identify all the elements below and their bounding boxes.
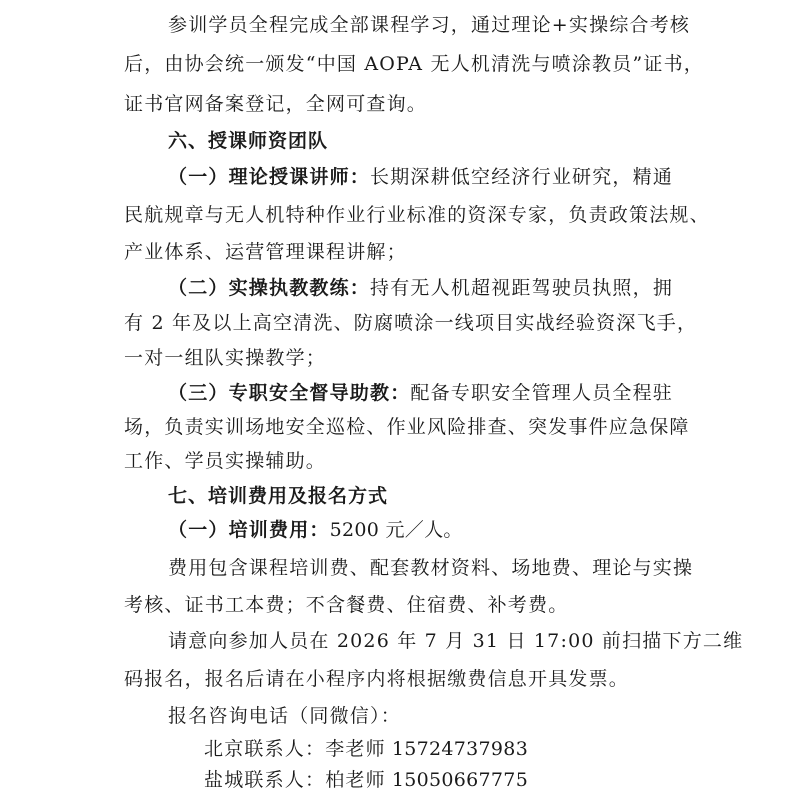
teacher-item-1-line-1	[168, 165, 673, 189]
contact-yancheng	[204, 768, 528, 792]
teacher-item-1-line-3: 产业体系、运营管理课程讲解；	[124, 241, 407, 263]
signup-line-2: 码报名，报名后请在小程序内将根据缴费信息开具发票。	[124, 668, 630, 690]
contact-yancheng-phone: 15050667775	[391, 769, 529, 791]
fee-value: 5200 元／人。	[329, 519, 463, 541]
contact-heading: 报名咨询电话（同微信）：	[168, 705, 401, 727]
teacher-item-1-text: 长期深耕低空经济行业研究，精通	[370, 166, 674, 188]
teacher-item-2-line-2: 有 2 年及以上高空清洗、防腐喷涂一线项目实战经验资深飞手，	[124, 312, 698, 334]
teacher-item-2-line-3: 一对一组队实操教学；	[124, 347, 327, 369]
fee-line	[168, 518, 463, 542]
teacher-item-2-line-1	[168, 276, 673, 300]
teacher-item-3-line-2: 场，负责实训场地安全巡检、作业风险排查、突发事件应急保障	[124, 416, 690, 438]
contact-beijing-phone: 15724737983	[391, 738, 529, 760]
teacher-item-3-label: （三）专职安全督导助教：	[168, 382, 411, 404]
teacher-item-3-line-3: 工作、学员实操辅助。	[124, 450, 327, 472]
contact-yancheng-name: 盐城联系人：柏老师	[204, 769, 386, 791]
teacher-item-3-text: 配备专职安全管理人员全程驻	[410, 382, 674, 404]
fee-desc-line-2: 考核、证书工本费；不含餐费、住宿费、补考费。	[124, 594, 569, 616]
teacher-item-3-line-1	[168, 381, 673, 405]
contact-beijing	[204, 737, 528, 761]
teacher-item-1-line-2: 民航规章与无人机特种作业行业标准的资深专家，负责政策法规、	[124, 204, 710, 226]
section-6-heading: 六、授课师资团队	[168, 130, 329, 152]
contact-beijing-name: 北京联系人：李老师	[204, 738, 386, 760]
teacher-item-2-label: （二）实操执教教练：	[168, 277, 371, 299]
teacher-item-2-text: 持有无人机超视距驾驶员执照，拥	[370, 277, 674, 299]
fee-label: （一）培训费用：	[168, 519, 330, 541]
intro-line-2: 后，由协会统一颁发“中国 AOPA 无人机清洗与喷涂教员”证书，	[124, 53, 704, 75]
intro-line-3: 证书官网备案登记，全网可查询。	[124, 93, 428, 115]
signup-line-1: 请意向参加人员在 2026 年 7 月 31 日 17:00 前扫描下方二维	[168, 630, 744, 652]
teacher-item-1-label: （一）理论授课讲师：	[168, 166, 371, 188]
fee-desc-line-1: 费用包含课程培训费、配套教材资料、场地费、理论与实操	[168, 557, 694, 579]
intro-line-1: 参训学员全程完成全部课程学习，通过理论+实操综合考核	[168, 14, 691, 36]
section-7-heading: 七、培训费用及报名方式	[168, 485, 389, 507]
